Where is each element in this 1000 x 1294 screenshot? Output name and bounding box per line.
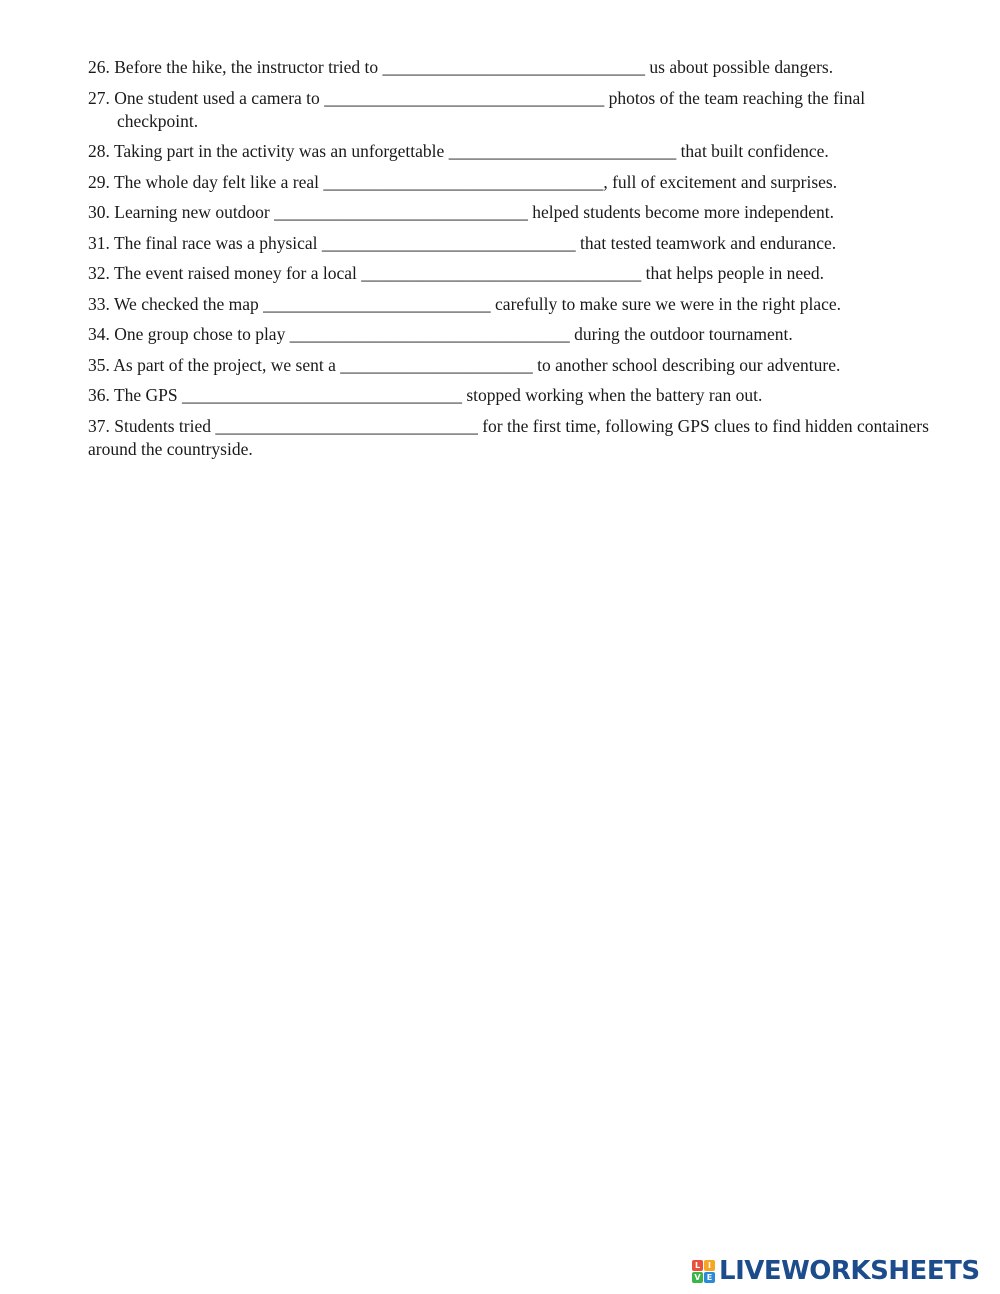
question-31 — [88, 232, 948, 255]
logo-block-e: E — [704, 1272, 715, 1283]
question-number: 36. — [88, 385, 110, 405]
live-blocks-icon — [692, 1260, 715, 1283]
worksheet — [88, 56, 948, 468]
answer-blank[interactable]: ________________________________ — [289, 324, 570, 344]
question-text-before: The GPS — [113, 385, 178, 405]
answer-blank[interactable]: ______________________________ — [215, 415, 478, 436]
question-number: 33. — [88, 293, 110, 314]
question-text-after: , full of excitement and surprises. — [603, 171, 838, 192]
question-30 — [88, 201, 948, 224]
liveworksheets-logo[interactable] — [692, 1256, 980, 1286]
question-text-before: Learning new outdoor — [114, 202, 270, 222]
question-33 — [88, 293, 948, 316]
question-number: 31. — [88, 232, 110, 253]
question-text-after: stopped working when the battery ran out. — [466, 385, 763, 405]
answer-blank[interactable]: ______________________________ — [382, 57, 646, 77]
answer-blank[interactable]: ________________________________ — [324, 87, 605, 108]
question-text-after: photos of the team reaching the final checkpoint. — [117, 87, 866, 131]
question-text-before: Before the hike, the instructor tried to — [114, 57, 379, 77]
answer-blank[interactable]: _____________________________ — [274, 202, 528, 222]
question-number: 29. — [88, 171, 110, 192]
answer-blank[interactable]: _____________________________ — [321, 232, 576, 253]
question-text-before: As part of the project, we sent a — [113, 354, 336, 375]
logo-wordmark: LIVEWORKSHEETS — [719, 1256, 980, 1286]
question-text-before: The whole day felt like a real — [113, 171, 319, 192]
answer-blank[interactable]: ______________________ — [340, 354, 533, 375]
question-text-after: that tested teamwork and endurance. — [580, 232, 837, 253]
question-number: 32. — [88, 263, 110, 283]
question-37 — [88, 415, 948, 461]
question-text-after: that built confidence. — [680, 141, 829, 161]
question-number: 37. — [88, 415, 110, 436]
question-number: 34. — [88, 324, 110, 344]
question-text-after: to another school describing our adventure. — [537, 354, 841, 375]
answer-blank[interactable]: __________________________ — [448, 141, 677, 161]
question-36 — [88, 384, 948, 407]
logo-block-v: V — [692, 1272, 703, 1283]
question-text-after: for the first time, following GPS clues to find hidden containers around the countryside. — [88, 415, 929, 459]
answer-blank[interactable]: __________________________ — [263, 293, 491, 314]
logo-block-l: L — [692, 1260, 703, 1271]
question-34 — [88, 323, 948, 346]
answer-blank[interactable]: ________________________________ — [323, 171, 604, 192]
question-text-before: Taking part in the activity was an unforgettable — [113, 141, 445, 161]
question-27 — [88, 87, 948, 133]
question-text-after: that helps people in need. — [645, 263, 824, 283]
question-28 — [88, 140, 948, 163]
question-29 — [88, 171, 948, 194]
question-26 — [88, 56, 948, 79]
question-35 — [88, 354, 948, 377]
question-text-before: The event raised money for a local — [113, 263, 357, 283]
question-text-before: We checked the map — [113, 293, 259, 314]
question-number: 30. — [88, 202, 110, 222]
question-text-before: One group chose to play — [114, 324, 286, 344]
question-number: 35. — [88, 354, 110, 375]
question-32 — [88, 262, 948, 285]
answer-blank[interactable]: ________________________________ — [361, 263, 642, 283]
question-text-before: One student used a camera to — [114, 87, 320, 108]
question-number: 28. — [88, 141, 110, 161]
question-text-after: us about possible dangers. — [649, 57, 834, 77]
question-text-after: carefully to make sure we were in the right place. — [495, 293, 841, 314]
logo-block-i: I — [704, 1260, 715, 1271]
question-text-before: The final race was a physical — [113, 232, 318, 253]
question-text-before: Students tried — [114, 415, 211, 436]
answer-blank[interactable]: ________________________________ — [182, 385, 462, 405]
question-number: 27. — [88, 87, 110, 108]
question-text-after: during the outdoor tournament. — [574, 324, 793, 344]
question-number: 26. — [88, 57, 110, 77]
question-text-after: helped students become more independent. — [532, 202, 835, 222]
